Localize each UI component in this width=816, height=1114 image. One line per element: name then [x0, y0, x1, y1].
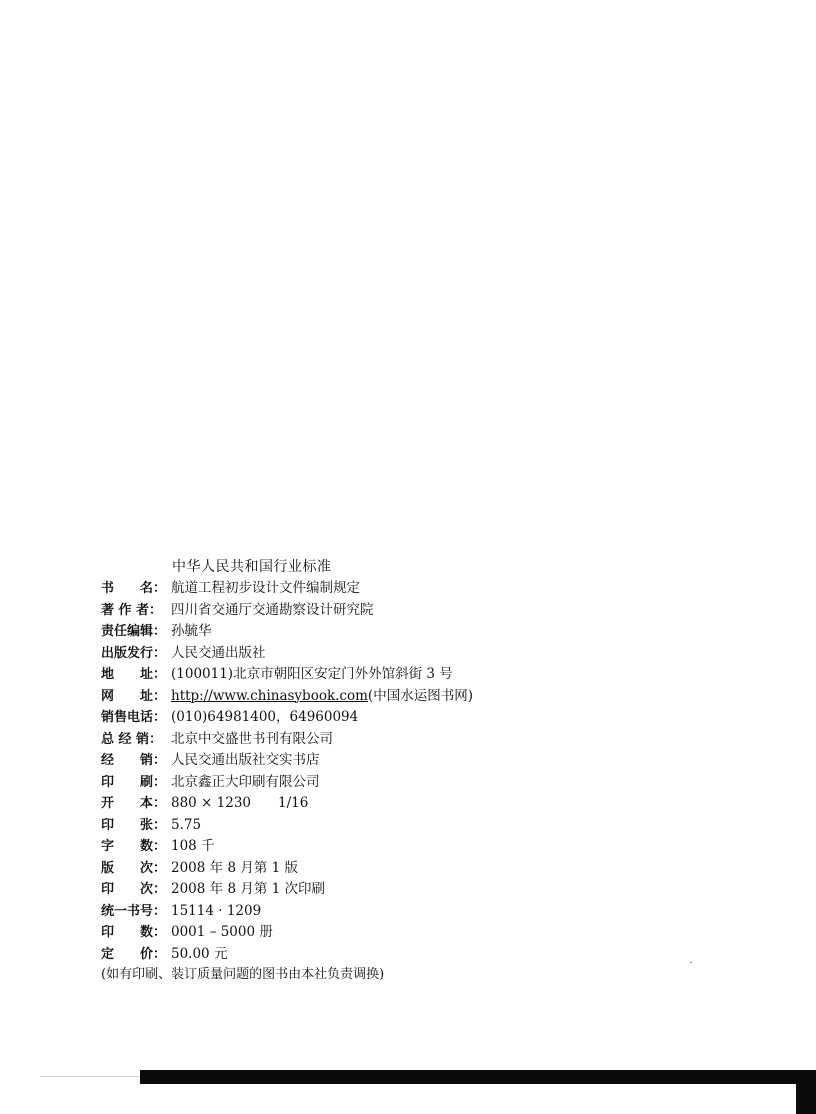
row-printer — [101, 772, 473, 794]
label-format: 开 本： — [101, 796, 167, 811]
row-editor — [101, 621, 473, 643]
label-website: 网 址： — [101, 688, 167, 704]
value-price: 50.00 元 — [171, 945, 228, 962]
row-book-number — [101, 901, 473, 923]
label-edition: 版 次： — [101, 860, 167, 876]
scan-edge-line — [40, 1076, 140, 1077]
label-publisher: 出版发行： — [101, 645, 167, 661]
value-edition: 2008 年 8 月第 1 版 — [171, 859, 298, 876]
scan-bottom-border — [140, 1070, 796, 1084]
row-author — [101, 600, 473, 622]
value-distributor: 人民交通出版社交实书店 — [171, 752, 320, 768]
website-suffix: (中国水运图书网) — [367, 687, 473, 704]
label-editor: 责任编辑： — [101, 624, 167, 639]
label-phone: 销售电话： — [101, 710, 167, 725]
value-sheets: 5.75 — [171, 816, 202, 833]
label-printer: 印 刷： — [101, 774, 167, 790]
label-general-distributor: 总 经 销： — [101, 731, 163, 747]
row-address — [101, 664, 473, 686]
label-author: 著 作 者： — [101, 602, 163, 618]
standard-title: 中华人民共和国行业标准 — [172, 559, 332, 575]
value-printing: 2008 年 8 月第 1 次印刷 — [171, 881, 325, 897]
value-printer: 北京鑫正大印刷有限公司 — [171, 773, 320, 790]
row-printing — [101, 879, 473, 901]
value-print-run: 0001 – 5000 册 — [171, 924, 273, 940]
value-address: (100011)北京市朝阳区安定门外外馆斜街 3 号 — [171, 666, 453, 682]
row-sheets — [101, 815, 473, 837]
website-link[interactable]: http://www.chinasybook.com — [171, 687, 368, 704]
row-title — [101, 578, 473, 600]
row-phone — [101, 707, 473, 729]
row-publisher — [101, 643, 473, 665]
value-phone: (010)64981400，64960094 — [171, 709, 359, 725]
label-title: 书 名： — [101, 581, 167, 596]
row-edition — [101, 858, 473, 880]
value-publisher: 人民交通出版社 — [171, 644, 266, 661]
scan-speck — [690, 962, 692, 963]
row-format — [101, 793, 473, 815]
label-price: 定 价： — [101, 946, 167, 962]
value-word-count: 108 千 — [171, 838, 215, 854]
replacement-note: (如有印刷、装订质量问题的图书由本社负责调换) — [101, 967, 385, 982]
scan-corner-border — [796, 1070, 816, 1114]
colophon-block — [101, 578, 473, 965]
value-author: 四川省交通厅交通勘察设计研究院 — [171, 601, 374, 618]
row-print-run — [101, 922, 473, 944]
label-address: 地 址： — [101, 667, 167, 682]
label-distributor: 经 销： — [101, 753, 167, 768]
value-book-number: 15114 · 1209 — [171, 902, 262, 919]
row-word-count — [101, 836, 473, 858]
value-editor: 孙毓华 — [171, 623, 212, 639]
value-format: 880 × 1230 1/16 — [171, 795, 309, 811]
label-print-run: 印 数： — [101, 925, 167, 940]
row-distributor — [101, 750, 473, 772]
value-general-distributor: 北京中交盛世书刊有限公司 — [171, 730, 333, 747]
label-sheets: 印 张： — [101, 817, 167, 833]
label-word-count: 字 数： — [101, 839, 167, 854]
row-price — [101, 944, 473, 966]
row-website — [101, 686, 473, 708]
label-book-number: 统一书号： — [101, 903, 167, 919]
label-printing: 印 次： — [101, 882, 167, 897]
row-general-distributor — [101, 729, 473, 751]
value-title: 航道工程初步设计文件编制规定 — [171, 580, 360, 596]
